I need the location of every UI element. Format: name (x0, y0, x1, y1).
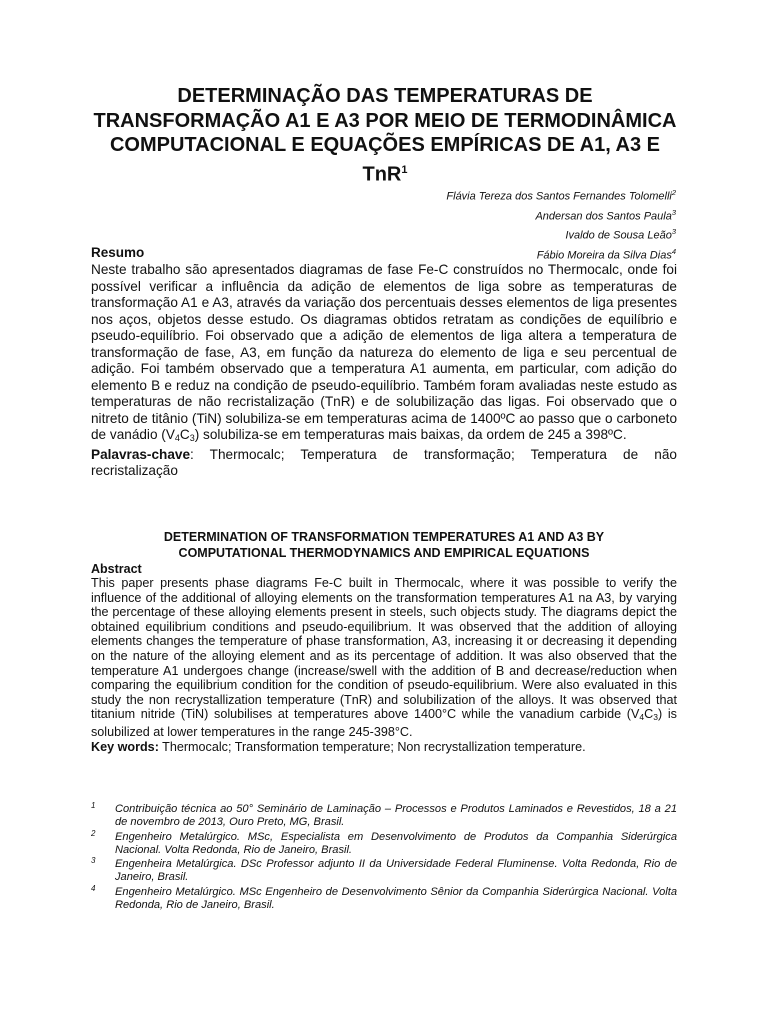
paper-title-text: DETERMINAÇÃO DAS TEMPERATURAS DE TRANSFORMAÇÃO A1 E A3 POR MEIO DE TERMODINÂMICA COMPUTACIONAL E EQUAÇÕES EMPÍRICAS DE A1, A3 E TnR (93, 85, 677, 186)
footnotes (91, 803, 677, 913)
footnote-text: Contribuição técnica ao 50° Seminário de Laminação – Processos e Produtos Laminados e Revestidos, 18 a 21 de novembro de 2013, Ouro Preto, MG, Brasil. (115, 803, 677, 829)
author-footnote-mark: 3 (671, 207, 676, 217)
keywords-text-en: Thermocalc; Transformation temperature; Non recrystallization temperature. (158, 739, 586, 754)
formula-subscript: 3 (189, 433, 195, 443)
footnote (91, 803, 677, 830)
resumo-text-end: ) solubiliza-se em temperaturas mais baixas, da ordem de 245 a 398ºC. (194, 427, 627, 442)
abstract-text-end: ) is solubilized at lower temperatures in the range 245-398°C. (91, 707, 677, 739)
author-name: Andersan dos Santos Paula (535, 210, 672, 223)
formula-element: C (179, 427, 190, 442)
author-footnote-mark: 4 (671, 246, 676, 256)
paper-title (90, 84, 680, 187)
author-line (256, 185, 676, 205)
formula-element: C (644, 707, 654, 722)
footnote-number: 1 (91, 801, 96, 810)
footnote (91, 883, 677, 913)
author-name: Ivaldo de Sousa Leão (565, 229, 672, 242)
footnote-number: 2 (91, 828, 96, 838)
formula-subscript: 3 (653, 712, 658, 723)
keywords-label-en: Key words: (91, 739, 159, 754)
formula-subscript: 4 (639, 712, 645, 723)
footnote (91, 858, 677, 885)
footnote-text: Engenheira Metalúrgica. DSc Professor adjunto II da Universidade Federal Fluminense. Volta Redonda, Rio de Janeiro, Brasil. (115, 858, 677, 884)
author-name: Flávia Tereza dos Santos Fernandes Tolomelli (446, 190, 672, 203)
author-line (256, 205, 676, 225)
resumo-text: Neste trabalho são apresentados diagramas de fase Fe-C construídos no Thermocalc, onde foi possível verificar a influência da adição de elementos de liga sobre as temperaturas de transformação A1 e A3, através da variação dos percentuais desses elementos de liga presentes nos aços, objetos desse estudo. Os diagramas obtidos retratam as condições de equilíbrio e pseudo-equilíbrio. Foi observado que a adição de elementos de liga altera a temperatura de transformação de fase, A3, em função da natureza do elemento de liga e seu percentual de adição. Foi também observado que a temperatura A1 aumenta, em particular, com adição do elemento B e reduz na condição de pseudo-equilíbrio. Também foram avaliadas neste estudo as temperaturas de não recristalização (TnR) e de solubilização das ligas. Foi observado que o nitreto de titânio (TiN) solubiliza-se em temperaturas acima de 1400ºC ao passo que o carboneto de vanádio (V (91, 262, 677, 442)
abstract-text: This paper presents phase diagrams Fe-C built in Thermocalc, where it was possible to verify the influence of the additional of alloying elements on the transformation temperatures A1 na A3, by varying the percentage of these alloying elements present in steels, such objects study. The diagrams depict the obtained equilibrium conditions and pseudo-equilibrium. It was observed that the addition of alloying elements changes the temperature of phase transformation, A3, increasing it or decreasing it depending on the nature of the alloying element and as its percentage of addition. It was also observed that the temperature A1 undergoes change (increase/swell with the addition of B and decrease/reduction when comparing the equilibrium condition for the condition of pseudo-equilibrium. Were also evaluated in this study the non recrystallization temperature (TnR) and solubilization of the alloys. It was observed that titanium nitride (TiN) solubilises at temperatures above 1400°C while the vanadium carbide (V (91, 576, 677, 722)
footnote-text: Engenheiro Metalúrgico. MSc Engenheiro de Desenvolvimento Sênior da Companhia Siderúrgica Nacional. Volta Redonda, Rio de Janeiro, Brasil. (115, 885, 677, 912)
english-title: DETERMINATION OF TRANSFORMATION TEMPERATURES A1 AND A3 BY COMPUTATIONAL THERMODYNAMICS AND EMPIRICAL EQUATIONS (163, 530, 605, 560)
keywords-text: : Thermocalc; Temperatura de transformação; Temperatura de não recristalização (91, 446, 677, 478)
footnote-number: 4 (91, 883, 96, 893)
footnote-number: 3 (91, 856, 96, 866)
footnote-text: Engenheiro Metalúrgico. MSc, Especialista em Desenvolvimento de Produtos da Companhia Siderúrgica Nacional. Volta Redonda, Rio de Janeiro, Brasil. (115, 830, 677, 856)
resumo-body (91, 262, 677, 480)
abstract-heading: Abstract (91, 562, 142, 576)
abstract-body (91, 576, 677, 754)
author-name: Fábio Moreira da Silva Dias (536, 249, 672, 262)
formula-subscript: 4 (174, 433, 180, 443)
footnote (91, 828, 677, 858)
author-footnote-mark: 3 (671, 227, 676, 237)
author-footnote-mark: 2 (671, 188, 676, 197)
title-footnote-mark: 1 (401, 163, 408, 176)
resumo-heading: Resumo (91, 245, 145, 260)
keywords-label: Palavras-chave (91, 446, 191, 462)
author-line (256, 224, 676, 244)
